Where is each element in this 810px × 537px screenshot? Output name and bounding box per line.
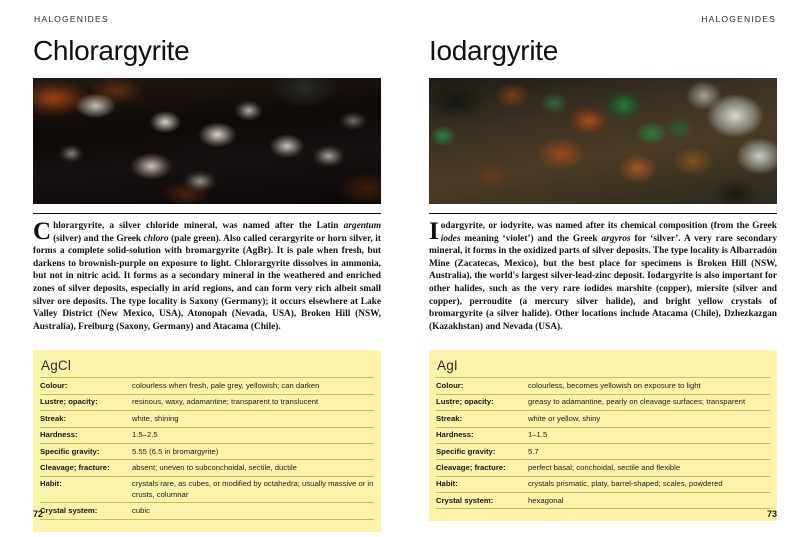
property-value: resinous, waxy, adamantine; transparent to translucent: [132, 394, 374, 410]
table-row: [436, 411, 770, 427]
property-value: white, shining: [132, 411, 374, 427]
page-right: [405, 0, 810, 537]
property-label: Streak:: [40, 411, 132, 427]
property-value: white or yellow, shiny: [528, 411, 770, 427]
table-row: [40, 394, 374, 410]
body-text-left: [33, 220, 381, 333]
chemical-formula-left: AgCl: [41, 358, 72, 374]
property-value: greasy to adamantine, pearly on cleavage surfaces; transparent: [528, 394, 770, 410]
dropcap-left: C: [33, 218, 52, 245]
property-label: Colour:: [436, 378, 528, 394]
running-head-right: HALOGENIDES: [701, 14, 776, 24]
property-label: Lustre; opacity:: [436, 394, 528, 410]
page-number-left: 72: [33, 509, 44, 519]
property-value: colourless, becomes yellowish on exposure to light: [528, 378, 770, 394]
table-row: [436, 427, 770, 443]
property-value: 5.7: [528, 443, 770, 459]
property-label: Colour:: [40, 378, 132, 394]
property-label: Lustre; opacity:: [40, 394, 132, 410]
table-row: [40, 460, 374, 476]
body-text-right: [429, 220, 777, 333]
property-value: 1.5–2.5: [132, 427, 374, 443]
property-table-left: [33, 350, 381, 532]
property-value: crystals rare, as cubes, or modified by octahedra; usually massive or in crusts, columnar: [132, 476, 374, 503]
mineral-photo-iodargyrite: [429, 78, 777, 204]
table-row: [436, 378, 770, 394]
table-row: [436, 460, 770, 476]
rule-above-body-left: [33, 213, 381, 214]
property-value: cubic: [132, 503, 374, 519]
mineral-photo-chlorargyrite: [33, 78, 381, 204]
table-row: [40, 378, 374, 394]
property-value: hexagonal: [528, 493, 770, 509]
property-table-left-grid: [40, 377, 374, 520]
property-value: perfect basal; conchoidal, sectile and flexible: [528, 460, 770, 476]
property-value: crystals prismatic, platy, barrel-shaped; scales, powdered: [528, 476, 770, 492]
property-rows-right: [436, 378, 770, 509]
property-label: Hardness:: [40, 427, 132, 443]
chemical-formula-right: AgI: [437, 358, 458, 374]
table-row: [436, 493, 770, 509]
property-label: Specific gravity:: [40, 443, 132, 459]
running-head-left: HALOGENIDES: [34, 14, 109, 24]
property-label: Crystal system:: [436, 493, 528, 509]
dropcap-right: I: [429, 218, 439, 245]
table-row: [436, 476, 770, 492]
page-number-right: 73: [766, 509, 777, 519]
table-row: [436, 394, 770, 410]
property-value: absent; uneven to subconchoidal, sectile, ductile: [132, 460, 374, 476]
property-label: Hardness:: [436, 427, 528, 443]
property-value: 1–1.5: [528, 427, 770, 443]
property-label: Cleavage; fracture:: [436, 460, 528, 476]
table-row: [40, 427, 374, 443]
property-table-right: [429, 350, 777, 521]
body-paragraph-right: odargyrite, or iodyrite, was named after its chemical composition (from the Greek iodes meaning ‘violet’) and the Greek argyros for ‘silver’. A very rare secondary mineral, it forms in the oxidized parts of silver deposits. The type locality is Albarradón Mine (Zacatecas, Mexico), but the best place for specimens is Broken Hill (NSW, Australia), the world's largest silver-lead-zinc deposit. Iodargyrite is also important for other halides, such as the very rare iodides marshite (copper), miersite (silver and copper), perroudite (a mercury silver halide), and bright yellow crystals of bromargyrite (a silver halide). Other locations include Atacama (Chile), Dzhezkazgan (Kazakhstan) and Nevada (USA).: [429, 221, 777, 332]
table-row: [40, 411, 374, 427]
property-value: 5.55 (6.5 in bromargyrite): [132, 443, 374, 459]
table-row: [40, 476, 374, 503]
property-rows-left: [40, 378, 374, 520]
property-label: Streak:: [436, 411, 528, 427]
rule-above-body-right: [429, 213, 777, 214]
page-title-right: Iodargyrite: [429, 35, 558, 66]
table-row: [40, 443, 374, 459]
property-label: Specific gravity:: [436, 443, 528, 459]
property-label: Cleavage; fracture:: [40, 460, 132, 476]
page-title-left: Chlorargyrite: [33, 35, 190, 66]
property-label: Habit:: [40, 476, 132, 503]
property-table-right-grid: [436, 377, 770, 509]
table-row: [436, 443, 770, 459]
table-row: [40, 503, 374, 519]
property-value: colourless when fresh, pale grey, yellowish; can darken: [132, 378, 374, 394]
body-paragraph-left: hlorargyrite, a silver chloride mineral, was named after the Latin argentum (silver) and the Greek chloro (pale green). Also called cerargyrite or horn silver, it forms a complete solid-solution with bromargyrite (AgBr). It is pale when fresh, but darkens to brownish-purple on exposure to light. Chlorargyrite dissolves in ammonia, but not in nitric acid. It forms as a secondary mineral in the weathered and enriched zones of silver deposits, especially in arid regions, and can form very rich albeit small silver ore deposits. The type locality is Saxony (Germany); it occurs elsewhere at Lake Valley District (New Mexico, USA), Atonopah (Nevada, USA), Broken Hill (NSW, Australia), Freiburg (Saxony, Germany) and Atacama (Chile).: [33, 221, 381, 332]
property-label: Habit:: [436, 476, 528, 492]
property-label: Crystal system:: [40, 503, 132, 519]
